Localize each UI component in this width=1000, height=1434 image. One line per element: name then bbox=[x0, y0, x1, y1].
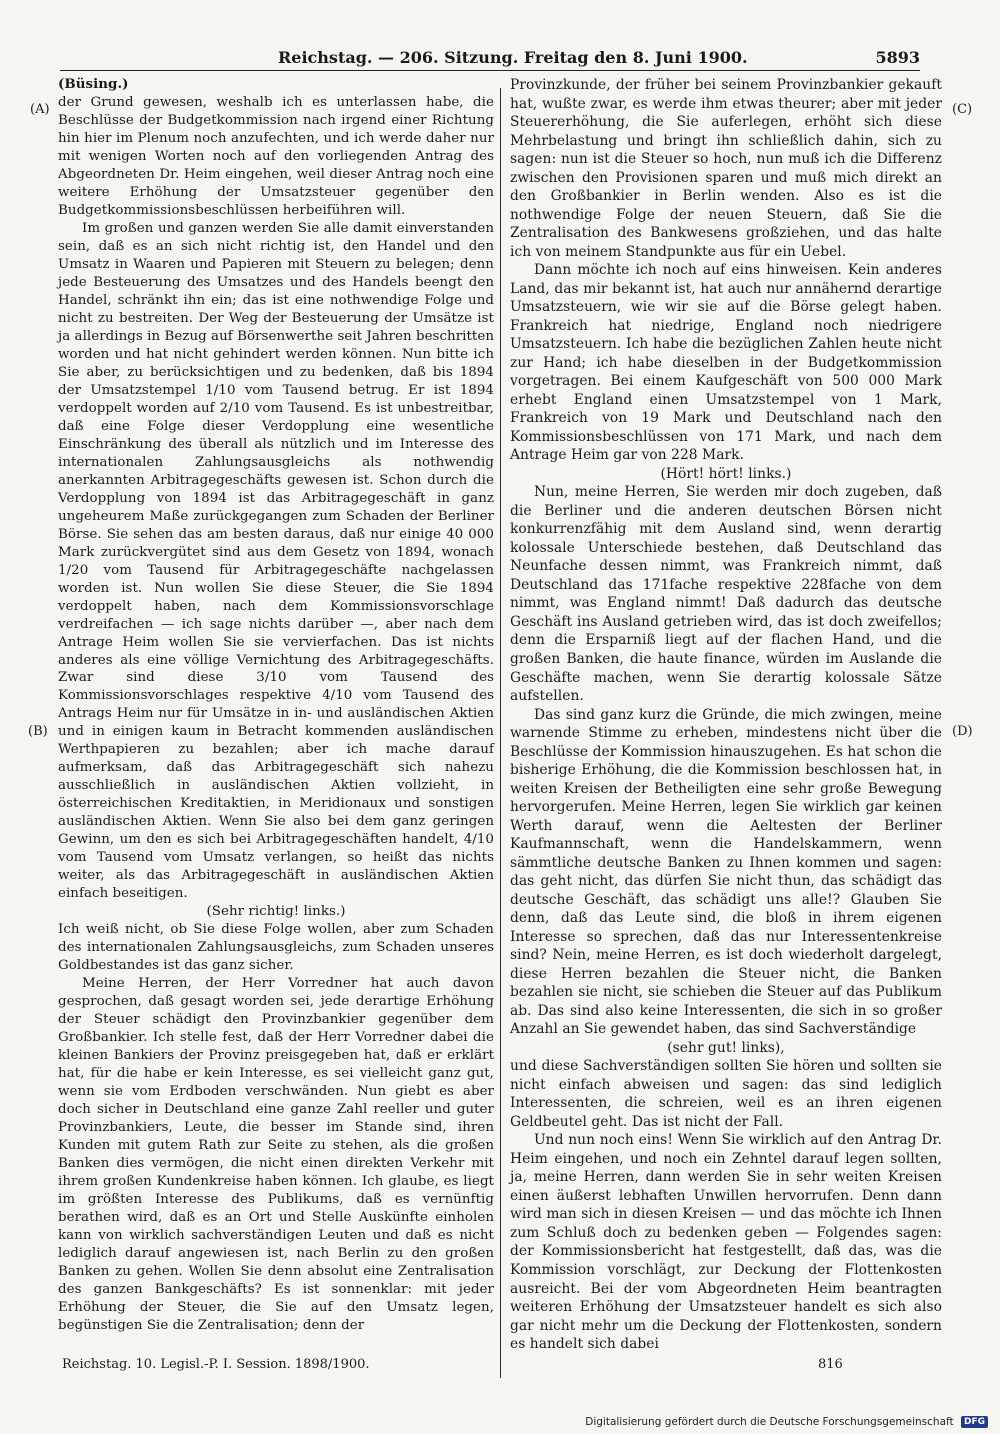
left-column-paragraphs bbox=[58, 94, 494, 1335]
header-title: Reichstag. — 206. Sitzung. Freitag den 8. Juni 1900. bbox=[278, 48, 748, 67]
speaker-name: (Büsing.) bbox=[58, 76, 129, 92]
digitization-text: Digitalisierung gefördert durch die Deutsche Forschungsgemeinschaft bbox=[585, 1416, 954, 1428]
paragraph: Das sind ganz kurz die Gründe, die mich zwingen, meine warnende Stimme zu erheben, mindestens nicht über die Beschlüsse der Kommission hinauszugehen. Es hat schon die bisherige Erhöhung, die die Kommission beschlossen hat, in weiten Kreisen der Betheiligten eine sehr große Bewegung hervorgerufen. Meine Herren, legen Sie wirklich gar keinen Werth darauf, wenn die Aeltesten der Berliner Kaufmannschaft, wenn die Handelskammern, wenn sämmtliche deutsche Banken zu Ihnen kommen und sagen: das geht nicht, das dürfen Sie nicht thun, das schädigt das deutsche Geschäft, das schädigt uns alle!? Glauben Sie denn, daß das Leute sind, die bloß in ihrem eigenen Interesse so sprechen, daß das nur Interessentenkreise sind? Nein, meine Herren, es ist doch wiederholt dargelegt, diese Herren bezahlen die Steuer nicht, die Banken bezahlen sie nicht, sie schieben die Steuer auf das Publikum ab. Das sind also keine Interessenten, die sich in so großer Anzahl an Sie gewendet haben, das sind Sachverständige bbox=[510, 706, 942, 1038]
paragraph: und diese Sachverständigen sollten Sie hören und sollten sie nicht einfach abweisen und sagen: das sind lediglich Interessenten, die schreien, weil es an ihren eigenen Geldbeutel geht. Das ist nicht der Fall. bbox=[510, 1058, 942, 1130]
column-divider bbox=[500, 88, 501, 1378]
footer-sheet-number: 816 bbox=[818, 1357, 843, 1372]
margin-marker-a: (A) bbox=[30, 102, 50, 117]
left-column bbox=[58, 76, 494, 1353]
interjection: (Hört! hört! links.) bbox=[660, 465, 792, 482]
interjection: (sehr gut! links), bbox=[667, 1039, 785, 1056]
paragraph: der Grund gewesen, weshalb ich es unterlassen habe, die Beschlüsse der Budgetkommission nach irgend einer Richtung hin hier im Plenum noch anzufechten, und ich werde daher nur mit wenigen Worten noch auf den vorliegenden Antrag des Abgeordneten Dr. Heim eingehen, weil dieser Antrag noch eine weitere Erhöhung der Umsatzsteuer gegenüber den Budgetkommissionsbeschlüssen herbeiführen will. bbox=[58, 94, 494, 218]
margin-marker-b: (B) bbox=[28, 724, 48, 739]
paragraph: Nun, meine Herren, Sie werden mir doch zugeben, daß die Berliner und die anderen deutschen Börsen nicht konkurrenzfähig mit dem Ausland sind, wenn derartig kolossale Unterschiede bestehen, daß Deutschland das Neunfache dessen nimmt, was Frankreich nimmt, daß Deutschland das 171fache respektive 228fache von dem nimmt, was England nimmt! Daß dadurch das deutsche Geschäft ins Ausland getrieben wird, das ist doch zweifellos; denn die Ersparniß liegt auf der flachen Hand, und die großen Banken, die haute finance, würden im Auslande die Geschäfte machen, wenn Sie derartig kolossale Sätze aufstellen. bbox=[510, 484, 942, 705]
paragraph: Provinzkunde, der früher bei seinem Provinzbankier gekauft hat, wußte zwar, es werde ihm etwas theurer; aber mit jeder Steuererhöhung, die Sie auferlegen, erhöht sich diese Mehrbelastung und bringt ihn schließlich dahin, sich zu sagen: nun ist die Steuer so hoch, nun muß ich die Differenz zwischen den Provisionen sparen und muß mich direkt an den Großbankier in Berlin wenden. Also es ist die nothwendige Folge der neuen Steuern, daß Sie die Zentralisation des Bankwesens großziehen, und das halte ich von meinem Standpunkte aus für ein Uebel. bbox=[510, 77, 942, 260]
paragraph: Dann möchte ich noch auf eins hinweisen. Kein anderes Land, das mir bekannt ist, hat auch nur annähernd derartige Umsatzsteuern, wie wir sie auf die Börse gelegt haben. Frankreich hat niedrige, England noch niedrigere Umsatzsteuern. Ich habe die bezüglichen Zahlen heute nicht zur Hand; ich habe dieselben in der Budgetkommission vorgetragen. Bei einem Kaufgeschäft von 500 000 Mark erhebt England einen Umsatzstempel von 1 Mark, Frankreich von 19 Mark und Deutschland nach den Kommissionsbeschlüssen von 171 Mark, und nach dem Antrage Heim gar von 228 Mark. bbox=[510, 262, 942, 464]
paragraph: Ich weiß nicht, ob Sie diese Folge wollen, aber zum Schaden des internationalen Zahlungsausgleichs, zum Schaden unseres Goldbestandes ist das ganz sicher. bbox=[58, 922, 494, 974]
paragraph: Und nun noch eins! Wenn Sie wirklich auf den Antrag Dr. Heim eingehen, und noch ein Zehntel darauf legen sollten, ja, meine Herren, dann werden Sie in sehr weiten Kreisen einen äußerst lebhaften Unwillen hervorrufen. Denn dann wird man sich in diesen Kreisen — und das möchte ich Ihnen zum Schluß doch zu bedenken geben — Folgendes sagen: der Kommissionsbericht hat festgestellt, daß das, was die Kommission vorschlägt, zur Deckung der Flottenkosten ausreicht. Bei der vom Abgeordneten Heim beantragten weiteren Erhöhung der Umsatzsteuer handelt es sich also gar nicht mehr um die Deckung der Flottenkosten, sondern es handelt sich dabei bbox=[510, 1132, 942, 1353]
paragraph: Meine Herren, der Herr Vorredner hat auch davon gesprochen, daß gesagt worden sei, jede derartige Erhöhung der Steuer schädigt den Provinzbankier gegenüber dem Großbankier. Ich stelle fest, daß der Herr Vorredner dabei die kleinen Bankiers der Provinz preisgegeben hat, daß er erklärt hat, für die habe er kein Interesse, es sei vielleicht ganz gut, wenn sie vom Erdboden verschwänden. Nun giebt es aber doch sicher in Deutschland eine ganze Zahl reeller und guter Provinzbankiers, Leute, die besser im Stande sind, ihren Kunden mit gutem Rath zur Seite zu stehen, als die großen Banken dies vermögen, die nicht einen direkten Verkehr mit ihrem großen Kundenkreise haben können. Ich glaube, es liegt im größten Interesse des Publikums, daß es vernünftig berathen wird, daß es an Ort und Stelle Auskünfte einholen kann von wirklich sachverständigen Leuten und daß es nicht lediglich darauf angewiesen ist, nach Berlin zu den großen Banken zu gehen. Wollen Sie denn absolut eine Zentralisation des ganzen Bankgeschäfts? Es ist sonnenklar: mit jeder Erhöhung der Steuer, die Sie auf den Umsatz legen, begünstigen Sie die Zentralisation; denn der bbox=[58, 976, 494, 1333]
page-header bbox=[60, 46, 920, 70]
margin-marker-c: (C) bbox=[952, 102, 973, 117]
footer-session-info: Reichstag. 10. Legisl.-P. I. Session. 1898/1900. bbox=[62, 1357, 370, 1372]
right-column-paragraphs bbox=[510, 76, 942, 1354]
header-rule bbox=[60, 70, 920, 71]
margin-marker-d: (D) bbox=[952, 724, 973, 739]
dfg-logo: DFG bbox=[961, 1416, 988, 1428]
right-column bbox=[510, 76, 942, 1353]
page-number: 5893 bbox=[875, 48, 920, 67]
interjection: (Sehr richtig! links.) bbox=[206, 904, 346, 920]
paragraph: Im großen und ganzen werden Sie alle damit einverstanden sein, daß es an sich nicht richtig ist, den Handel und den Umsatz in Waaren und Papieren mit Steuern zu belegen; denn jede Besteuerung des Umsatzes und des Handels beengt den Handel, schränkt ihn ein; das ist eine nothwendige Folge und nicht zu bestreiten. Der Weg der Besteuerung der Umsätze ist ja allerdings in Bezug auf Börsenwerthe seit Jahren beschritten worden und hat nicht gehindert werden können. Nun bitte ich Sie aber, zu berücksichtigen und zu bedenken, daß bis 1894 der Umsatzstempel 1/10 vom Tausend betrug. Er ist 1894 verdoppelt worden auf 2/10 vom Tausend. Es ist unbestreitbar, daß eine Folge dieser Verdopplung eine wesentliche Einschränkung des überall als nützlich und im Interesse des internationalen Zahlungsausgleichs als nothwendig anerkannten Arbitragegeschäfts gewesen ist. Schon durch die Verdopplung von 1894 ist das Arbitragegeschäft in ganz ungeheurem Maße zurückgegangen zum Schaden der Berliner Börse. Sie sehen das am besten daraus, daß nur einige 40 000 Mark zurückvergütet sind aus dem Gesetz von 1894, wonach 1/20 vom Tausend für Arbitragegeschäfte nachgelassen worden ist. Nun wollen Sie diese Steuer, die Sie 1894 verdoppelt haben, nach dem Kommissionsvorschlage verdreifachen — ich sage nichts darüber —, aber nach dem Antrage Heim wollen Sie sie vervierfachen. Das ist nichts anderes als eine völlige Vernichtung des Arbitragegeschäfts. Zwar sind diese 3/10 vom Tausend des Kommissionsvorschlages respektive 4/10 vom Tausend des Antrags Heim nur für Umsätze in in- und ausländischen Aktien und in einigen kaum in Betracht kommenden ausländischen Werthpapieren zu bezahlen; aber ich mache darauf aufmerksam, daß das Arbitragegeschäft sich nahezu ausschließlich in ausländischen Aktien vollzieht, in österreichischen Kreditaktien, in Meridionaux und sonstigen ausländischen Aktien. Wenn Sie also bei dem ganz geringen Gewinn, um den es sich bei Arbitragegeschäften handelt, 4/10 vom Tausend vom Umsatz verlangen, so heißt das nichts weiter, als das Arbitragegeschäft in ausländischen Aktien einfach beseitigen. bbox=[58, 220, 494, 902]
digitization-note bbox=[585, 1415, 988, 1429]
